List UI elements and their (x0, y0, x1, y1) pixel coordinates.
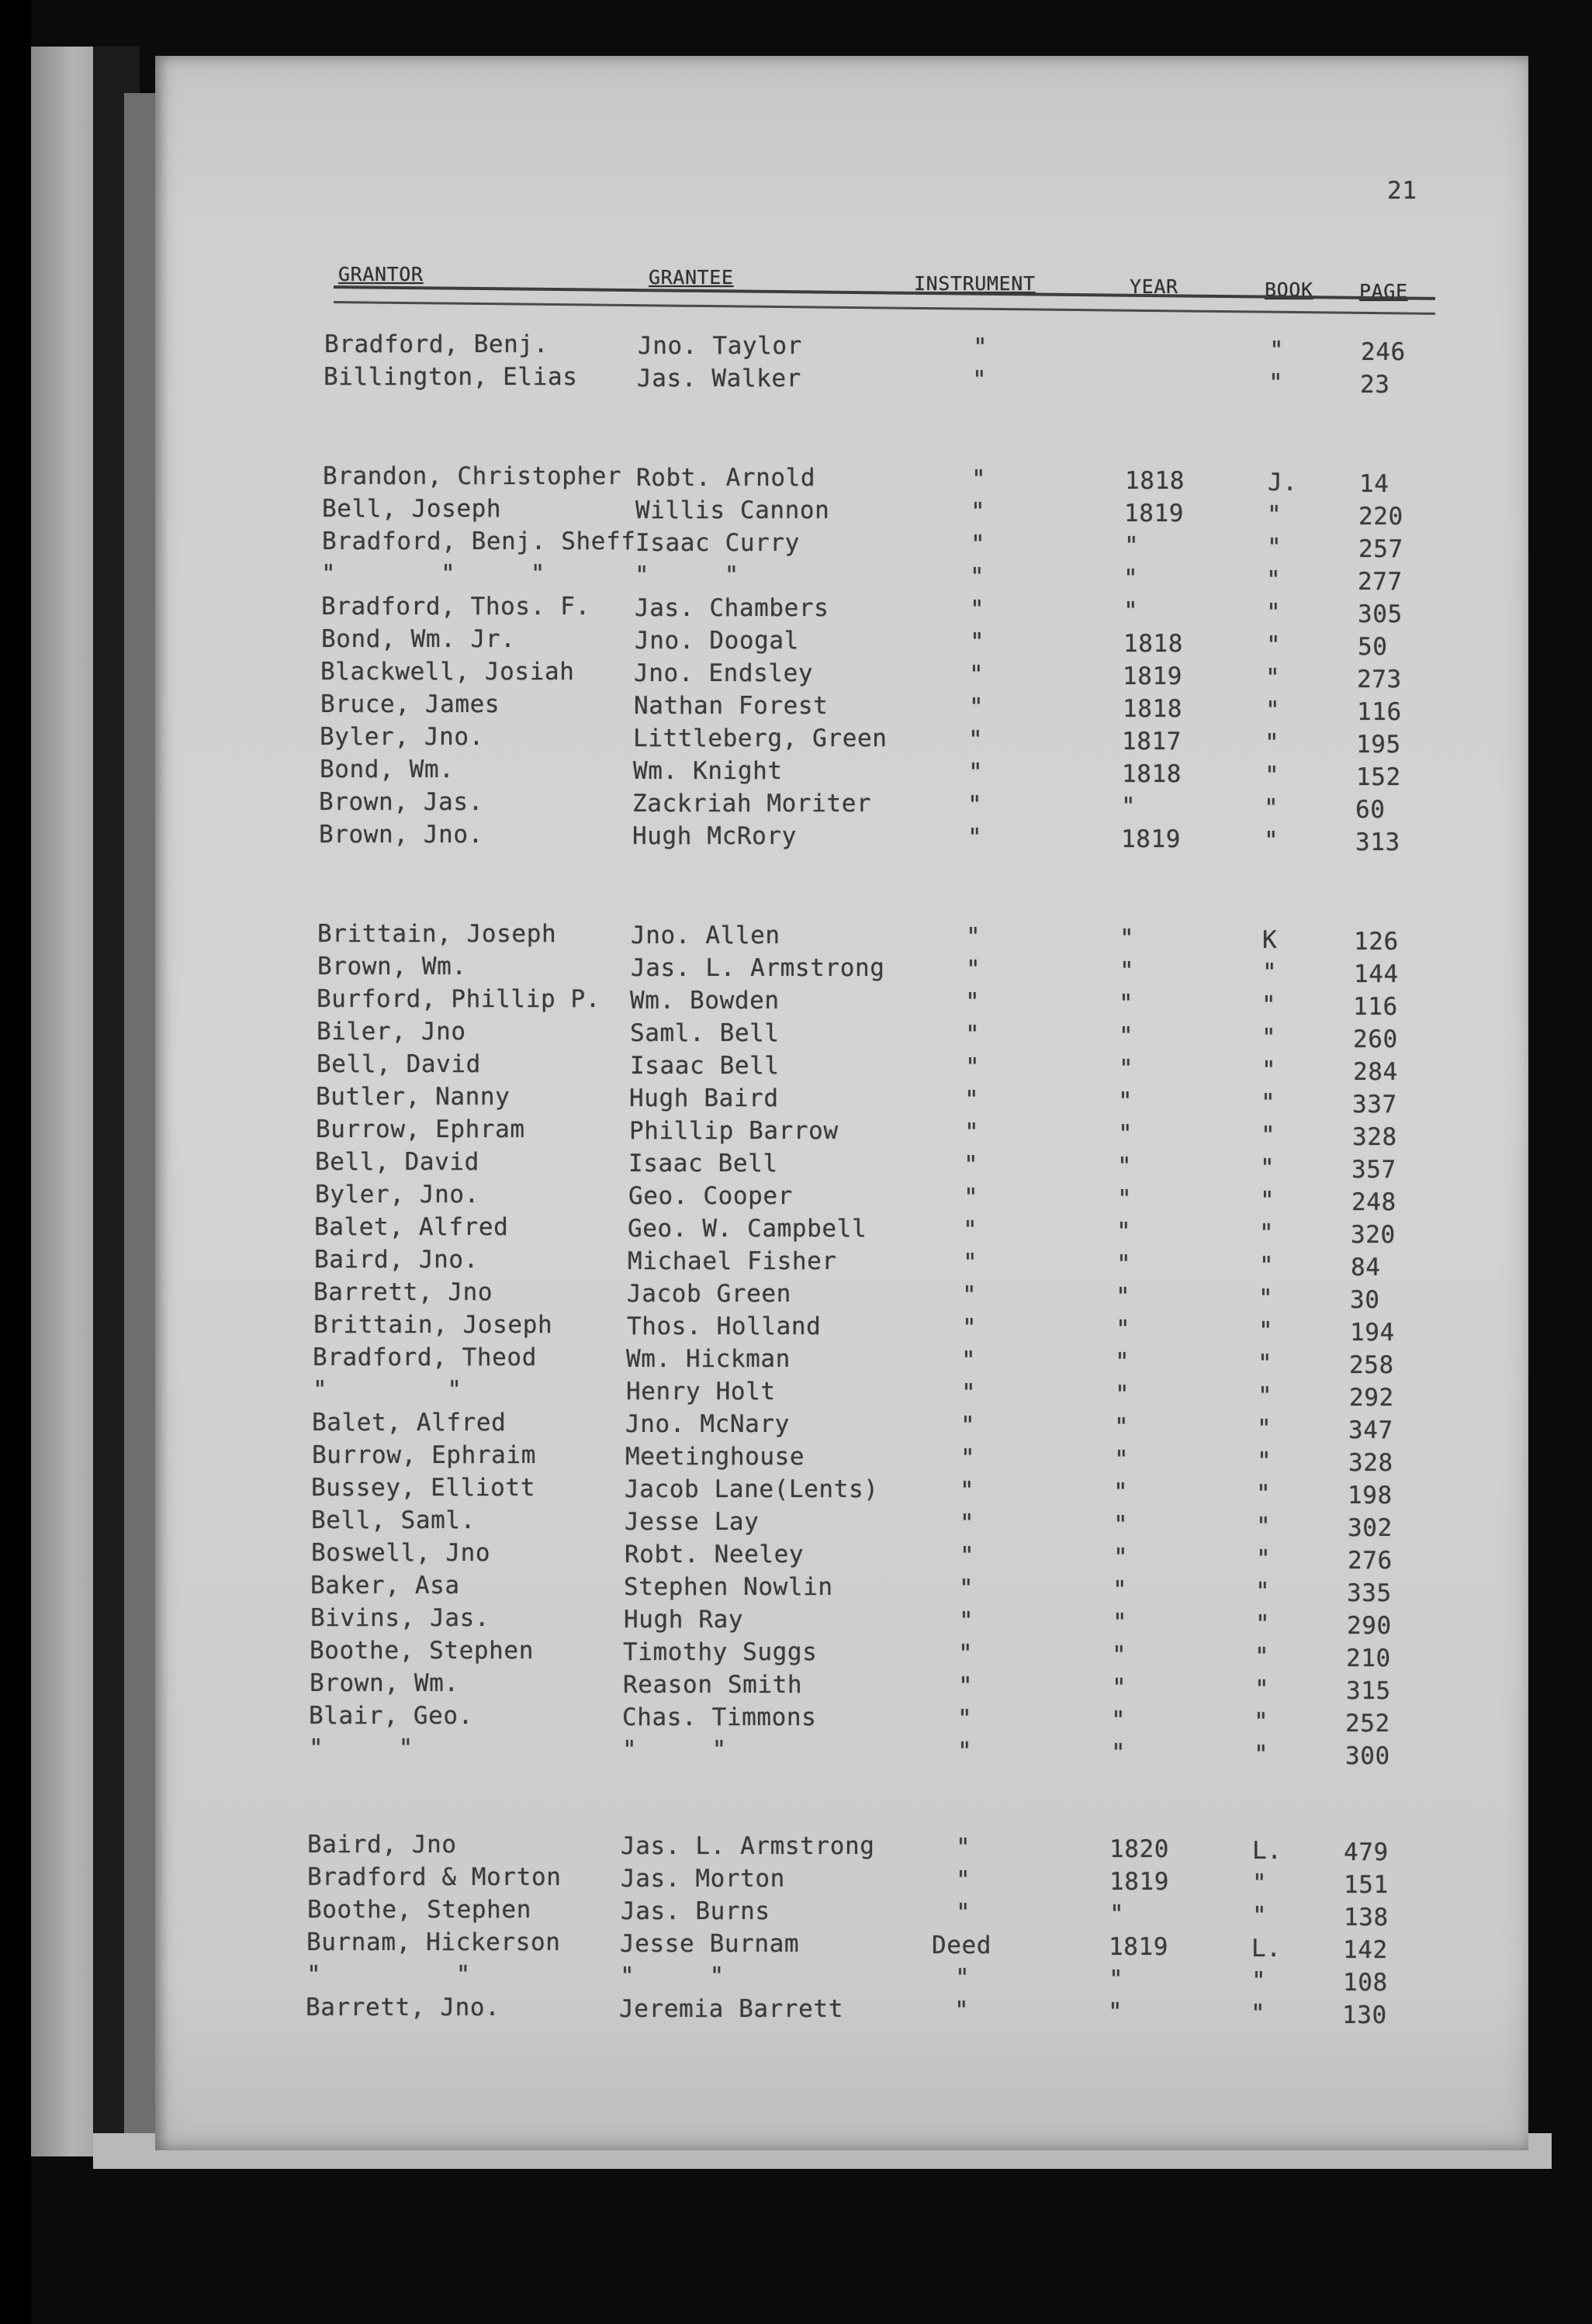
cell-instrument: Deed (932, 1931, 992, 1959)
cell-year: 1819 (1121, 825, 1182, 853)
cell-grantee: Geo. Cooper (628, 1182, 793, 1210)
cell-year: " (1113, 1544, 1129, 1572)
cell-page: 335 (1347, 1579, 1392, 1607)
column-header-book: BOOK (1265, 278, 1313, 301)
cell-instrument: " (971, 465, 987, 493)
cell-instrument: " (965, 988, 981, 1016)
cell-year: " (1120, 925, 1135, 953)
cell-year: " (1123, 565, 1139, 593)
cell-book: " (1252, 1902, 1268, 1930)
cell-book: " (1266, 599, 1282, 627)
cell-grantor: Byler, Jno. (320, 723, 484, 751)
cell-instrument: " (962, 1314, 978, 1342)
cell-grantee: Jno. Taylor (638, 332, 802, 360)
cell-book: " (1255, 1676, 1270, 1703)
cell-book: " (1260, 1154, 1275, 1182)
cell-grantor: Brandon, Christopher (323, 462, 622, 490)
cell-grantee: Jno. Doogal (635, 627, 799, 655)
cell-book: " (1265, 664, 1281, 692)
cell-instrument: " (956, 1899, 971, 1927)
cell-instrument: " (963, 1216, 978, 1244)
cell-page: 30 (1350, 1286, 1380, 1314)
cell-instrument: " (960, 1542, 975, 1570)
cell-page: 328 (1352, 1123, 1397, 1151)
cell-page: 284 (1353, 1058, 1398, 1086)
cell-grantee: Jacob Green (627, 1280, 791, 1308)
cell-book: " (1261, 991, 1277, 1019)
cell-instrument: " (965, 1053, 981, 1081)
cell-instrument: " (960, 1412, 976, 1440)
cell-page: 357 (1351, 1156, 1396, 1184)
cell-book: " (1251, 2000, 1266, 2028)
cell-instrument: " (963, 1249, 978, 1277)
cell-grantor: Boothe, Stephen (310, 1637, 534, 1665)
cell-page: 108 (1343, 1969, 1388, 1997)
cell-page: 198 (1348, 1482, 1393, 1510)
cell-book: " (1267, 501, 1282, 529)
cell-book: " (1265, 697, 1281, 725)
cell-book: " (1258, 1317, 1274, 1345)
cell-year: " (1119, 1022, 1134, 1050)
cell-grantee: Isaac Bell (630, 1052, 780, 1080)
cell-book: L. (1251, 1935, 1282, 1963)
cell-book: " (1266, 566, 1282, 594)
cell-instrument: " (970, 596, 985, 624)
cell-book: " (1268, 369, 1284, 397)
cell-grantee: Hugh McRory (632, 822, 797, 850)
cell-grantee: Jas. Burns (621, 1897, 770, 1925)
cell-grantor: Bradford, Theod (313, 1344, 537, 1371)
cell-book: " (1259, 1252, 1275, 1280)
cell-grantee: Jesse Burnam (620, 1930, 800, 1958)
cell-year: " (1119, 1055, 1134, 1083)
cell-instrument: " (966, 956, 981, 984)
cell-book: " (1256, 1513, 1272, 1541)
cell-year: " (1113, 1478, 1129, 1506)
cell-year: 1817 (1122, 728, 1182, 756)
cell-grantor: Brown, Wm. (317, 953, 467, 980)
cell-instrument: " (966, 923, 981, 951)
cell-year: " (1112, 1641, 1127, 1669)
cell-year: 1820 (1109, 1835, 1170, 1863)
cell-grantee: Jas. Morton (621, 1865, 785, 1893)
cell-page: 60 (1355, 796, 1386, 824)
cell-book: " (1254, 1708, 1269, 1736)
cell-page: 252 (1345, 1710, 1390, 1738)
cell-page: 260 (1353, 1025, 1398, 1053)
cell-grantor: Bradford, Benj. (324, 330, 549, 358)
cell-year: 1818 (1123, 630, 1184, 658)
cell-grantor: Bond, Wm. Jr. (321, 625, 516, 653)
cell-year: " (1113, 1609, 1128, 1637)
cell-instrument: " (957, 1738, 973, 1765)
cell-grantee: Robt. Arnold (636, 464, 816, 492)
cell-grantor: Bruce, James (320, 690, 500, 718)
cell-grantor: Baird, Jno. (314, 1246, 479, 1274)
cell-page: 194 (1350, 1319, 1395, 1347)
cell-grantee: Chas. Timmons (622, 1703, 817, 1731)
cell-book: " (1259, 1219, 1275, 1247)
cell-grantee: Isaac Bell (628, 1150, 778, 1178)
cell-grantee: Phillip Barrow (629, 1117, 839, 1145)
cell-grantee: Meetinghouse (625, 1443, 805, 1471)
cell-page: 50 (1358, 633, 1388, 661)
cell-page: 220 (1358, 503, 1403, 531)
cell-year: " (1118, 1088, 1133, 1115)
cell-page: 152 (1356, 763, 1401, 791)
cell-year: " (1111, 1739, 1127, 1767)
cell-grantee: Jacob Lane(Lents) (625, 1475, 879, 1503)
cell-book: " (1258, 1382, 1273, 1410)
cell-grantee: Wm. Hickman (626, 1345, 791, 1373)
cell-grantee: Stephen Nowlin (624, 1573, 833, 1601)
cell-grantor: Bell, Joseph (322, 495, 502, 523)
cell-instrument: " (971, 531, 986, 559)
cell-grantee: Isaac Curry (635, 529, 800, 557)
cell-grantor: Balet, Alfred (312, 1409, 507, 1437)
cell-page: 300 (1345, 1742, 1390, 1770)
column-header-grantor: GRANTOR (338, 263, 424, 285)
cell-grantor: Bell, David (317, 1050, 481, 1078)
cell-grantee: Jas. L. Armstrong (621, 1832, 875, 1860)
cell-year: " (1115, 1348, 1130, 1376)
cell-year: " (1108, 1998, 1123, 2026)
cell-grantee: " " (635, 562, 739, 590)
cell-page: 151 (1344, 1871, 1389, 1899)
cell-book: " (1251, 1967, 1267, 1995)
cell-book: J. (1268, 469, 1298, 496)
cell-book: " (1257, 1447, 1272, 1475)
cell-book: " (1261, 1024, 1277, 1052)
cell-year: " (1112, 1674, 1127, 1702)
cell-grantor: Brown, Jas. (319, 788, 483, 816)
cell-year: " (1116, 1250, 1132, 1278)
binding (124, 93, 157, 2133)
cell-grantee: Reason Smith (623, 1671, 803, 1699)
cell-page: 273 (1357, 666, 1402, 693)
cell-year: " (1113, 1511, 1129, 1539)
cell-year: " (1124, 532, 1140, 560)
column-header-grantee: GRANTEE (649, 266, 734, 289)
cell-instrument: " (972, 366, 988, 394)
cell-grantee: Hugh Ray (624, 1606, 744, 1634)
cell-grantor: " " (309, 1734, 414, 1762)
cell-grantor: " " (306, 1961, 471, 1989)
cell-grantee: Jesse Lay (625, 1508, 760, 1536)
column-header-page: PAGE (1359, 280, 1408, 303)
cell-book: " (1258, 1285, 1274, 1312)
cell-grantee: Hugh Baird (629, 1084, 779, 1112)
cell-page: 116 (1357, 698, 1402, 726)
cell-grantee: Zackriah Moriter (632, 790, 872, 818)
cell-book: " (1260, 1187, 1275, 1215)
cell-book: L. (1252, 1837, 1282, 1865)
cell-page: 116 (1353, 993, 1398, 1021)
cell-instrument: " (970, 563, 985, 591)
cell-grantee: Jas. Chambers (635, 594, 829, 622)
cell-grantor: Blair, Geo. (309, 1702, 473, 1730)
cell-grantor: Bussey, Elliott (311, 1474, 535, 1502)
cell-book: " (1255, 1643, 1270, 1671)
cell-book: " (1265, 762, 1280, 790)
cell-instrument: " (959, 1575, 974, 1603)
cell-page: 276 (1348, 1547, 1393, 1575)
cell-book: " (1255, 1578, 1271, 1606)
cell-page: 302 (1348, 1514, 1393, 1542)
cell-book: " (1261, 1089, 1276, 1117)
cell-book: " (1267, 534, 1282, 562)
cell-year: " (1113, 1576, 1128, 1604)
cell-page: 23 (1360, 371, 1390, 399)
column-header-year: YEAR (1130, 275, 1178, 298)
cell-instrument: " (960, 1510, 975, 1537)
cell-grantor: Burford, Phillip P. (317, 985, 601, 1013)
cell-page: 290 (1347, 1612, 1392, 1640)
cell-instrument: " (971, 498, 986, 526)
cell-page: 84 (1351, 1254, 1381, 1281)
cell-instrument: " (970, 628, 985, 656)
cell-page: 258 (1349, 1351, 1394, 1379)
cell-grantor: Burrow, Ephram (316, 1115, 525, 1143)
cell-grantor: Butler, Nanny (316, 1083, 510, 1111)
cell-page: 126 (1354, 928, 1399, 956)
cell-instrument: " (960, 1444, 976, 1472)
cell-book: " (1255, 1610, 1271, 1638)
cell-instrument: " (961, 1379, 977, 1407)
cell-instrument: " (965, 1021, 981, 1049)
cell-instrument: " (954, 1997, 970, 2025)
cell-grantor: Bradford, Benj. Sheff (322, 527, 636, 555)
cell-instrument: " (964, 1184, 979, 1212)
cell-year: " (1119, 990, 1134, 1018)
cell-page: 144 (1354, 960, 1399, 988)
cell-year: 1818 (1125, 467, 1185, 495)
cell-year: 1818 (1122, 760, 1182, 788)
cell-grantee: Wm. Knight (633, 757, 783, 785)
cell-book: " (1261, 1057, 1277, 1084)
cell-page: 305 (1358, 600, 1403, 628)
left-edge (0, 0, 31, 2324)
cell-grantee: Michael Fisher (628, 1247, 837, 1275)
cell-instrument: " (969, 693, 985, 721)
cell-book: " (1264, 827, 1279, 855)
cell-book: " (1252, 1869, 1268, 1897)
cell-instrument: " (956, 1834, 971, 1862)
cell-grantee: Nathan Forest (634, 692, 829, 720)
cell-book: " (1264, 794, 1279, 822)
cell-page: 138 (1344, 1904, 1389, 1931)
cell-year: " (1121, 793, 1137, 821)
cell-instrument: " (964, 1151, 979, 1179)
cell-instrument: " (967, 824, 983, 852)
cell-grantee: Willis Cannon (635, 496, 830, 524)
cell-book: " (1265, 729, 1280, 757)
cell-instrument: " (964, 1086, 980, 1114)
cell-grantee: Geo. W. Campbell (628, 1215, 867, 1243)
cell-book: " (1266, 631, 1282, 659)
cell-grantor: Boothe, Stephen (307, 1896, 531, 1924)
cell-year: 1819 (1109, 1868, 1170, 1896)
cell-grantor: Burrow, Ephraim (312, 1441, 536, 1469)
cell-year: " (1117, 1185, 1133, 1213)
cell-grantor: Byler, Jno. (315, 1181, 479, 1209)
cell-grantor: Baker, Asa (310, 1572, 460, 1599)
cell-year: 1819 (1109, 1933, 1169, 1961)
cell-year: " (1109, 1966, 1124, 1994)
cell-instrument: " (964, 1119, 980, 1146)
cell-grantor: Barrett, Jno (313, 1278, 493, 1306)
cell-grantee: Wm. Bowden (630, 987, 780, 1015)
cell-grantor: Brown, Jno. (319, 821, 483, 849)
cell-grantor: Bell, David (315, 1148, 479, 1176)
cell-grantor: " " (313, 1376, 462, 1404)
cell-year: " (1115, 1381, 1130, 1409)
cell-grantor: Bivins, Jas. (310, 1604, 490, 1632)
cell-year: " (1117, 1153, 1133, 1181)
cell-instrument: " (960, 1477, 975, 1505)
cell-page: 142 (1343, 1936, 1388, 1964)
cell-grantor: Bradford & Morton (307, 1863, 562, 1891)
cell-instrument: " (968, 759, 984, 787)
cell-grantee: " " (620, 1963, 725, 1990)
cell-grantor: Brown, Wm. (310, 1669, 459, 1697)
cell-year: " (1116, 1316, 1131, 1344)
cell-instrument: " (961, 1347, 977, 1375)
cell-page: 130 (1342, 2001, 1387, 2029)
cell-grantor: Billington, Elias (324, 363, 578, 391)
cell-book: " (1256, 1545, 1272, 1573)
cell-year: " (1123, 597, 1139, 625)
cell-instrument: " (973, 334, 988, 361)
cell-grantee: Thos. Holland (627, 1312, 822, 1340)
cell-year: 1819 (1123, 662, 1183, 690)
cell-instrument: " (962, 1281, 978, 1309)
cell-page: 257 (1358, 535, 1403, 563)
cell-grantee: Littleberg, Green (633, 725, 888, 752)
cell-grantee: Jeremia Barrett (619, 1995, 843, 2023)
cell-grantor: Barrett, Jno. (306, 1994, 500, 2021)
cell-book: K (1262, 926, 1278, 954)
cell-page: 195 (1356, 731, 1401, 759)
cell-book: " (1258, 1350, 1273, 1378)
cell-grantor: Brittain, Joseph (317, 920, 557, 948)
cell-grantee: Jno. McNary (625, 1410, 790, 1438)
cell-page: 277 (1358, 568, 1403, 596)
cell-grantee: Henry Holt (626, 1378, 776, 1406)
cell-grantee: Jno. Allen (631, 922, 780, 949)
cell-page: 315 (1346, 1677, 1391, 1705)
cell-year: " (1116, 1218, 1132, 1246)
cell-page: 248 (1351, 1188, 1396, 1216)
cell-grantee: Jno. Endsley (634, 659, 814, 687)
cell-page: 313 (1355, 828, 1400, 856)
cell-page: 210 (1346, 1644, 1391, 1672)
cell-grantor: Boswell, Jno (311, 1539, 491, 1567)
cell-instrument: " (969, 661, 985, 689)
cell-grantor: Biler, Jno (317, 1018, 466, 1046)
cell-grantor: Bell, Saml. (311, 1506, 476, 1534)
cell-page: 347 (1348, 1416, 1393, 1444)
cell-grantor: Baird, Jno (307, 1831, 457, 1859)
cell-book: " (1261, 1122, 1276, 1150)
cell-grantor: Blackwell, Josiah (320, 658, 575, 686)
cell-book: " (1254, 1741, 1269, 1769)
cell-page: 328 (1348, 1449, 1393, 1477)
cell-instrument: " (957, 1705, 973, 1733)
cell-year: " (1114, 1413, 1130, 1441)
cell-instrument: " (968, 726, 984, 754)
cell-book: " (1257, 1415, 1272, 1443)
cell-grantor: Bradford, Thos. F. (321, 593, 590, 621)
cell-grantee: Saml. Bell (630, 1019, 780, 1047)
cell-page: 337 (1352, 1091, 1397, 1119)
cell-grantor: Burnam, Hickerson (306, 1928, 561, 1956)
cell-year: " (1114, 1446, 1130, 1474)
cell-instrument: " (967, 791, 983, 819)
cell-grantee: Jas. Walker (637, 365, 801, 393)
cell-year: 1818 (1123, 695, 1183, 723)
cell-grantee: Robt. Neeley (625, 1541, 805, 1568)
cell-grantor: Brittain, Joseph (313, 1311, 553, 1339)
cell-year: 1819 (1124, 500, 1185, 527)
cell-grantor: Balet, Alfred (314, 1213, 509, 1241)
cell-grantee: Jas. L. Armstrong (631, 954, 885, 982)
page-number: 21 (1387, 177, 1417, 205)
cell-page: 14 (1359, 470, 1390, 498)
cell-page: 246 (1361, 338, 1406, 366)
cell-page: 320 (1351, 1221, 1396, 1249)
cell-year: " (1109, 1900, 1125, 1928)
cell-instrument: " (959, 1607, 974, 1635)
cell-year: " (1116, 1283, 1131, 1311)
cell-instrument: " (958, 1640, 974, 1668)
cell-book: " (1256, 1480, 1272, 1508)
cell-page: 479 (1344, 1838, 1389, 1866)
column-header-instrument: INSTRUMENT (914, 272, 1036, 295)
cell-grantor: " " " (321, 560, 545, 588)
cell-book: " (1262, 959, 1278, 987)
cell-instrument: " (956, 1866, 971, 1894)
cell-year: " (1118, 1120, 1133, 1148)
cell-year: " (1120, 957, 1135, 985)
cell-instrument: " (955, 1964, 971, 1992)
cell-grantor: Bond, Wm. (320, 756, 455, 783)
cell-year: " (1111, 1707, 1127, 1734)
cell-page: 292 (1349, 1384, 1394, 1412)
cell-grantee: " " (622, 1736, 727, 1764)
cell-instrument: " (958, 1672, 974, 1700)
cell-book: " (1269, 337, 1285, 365)
cell-grantee: Timothy Suggs (623, 1638, 818, 1666)
